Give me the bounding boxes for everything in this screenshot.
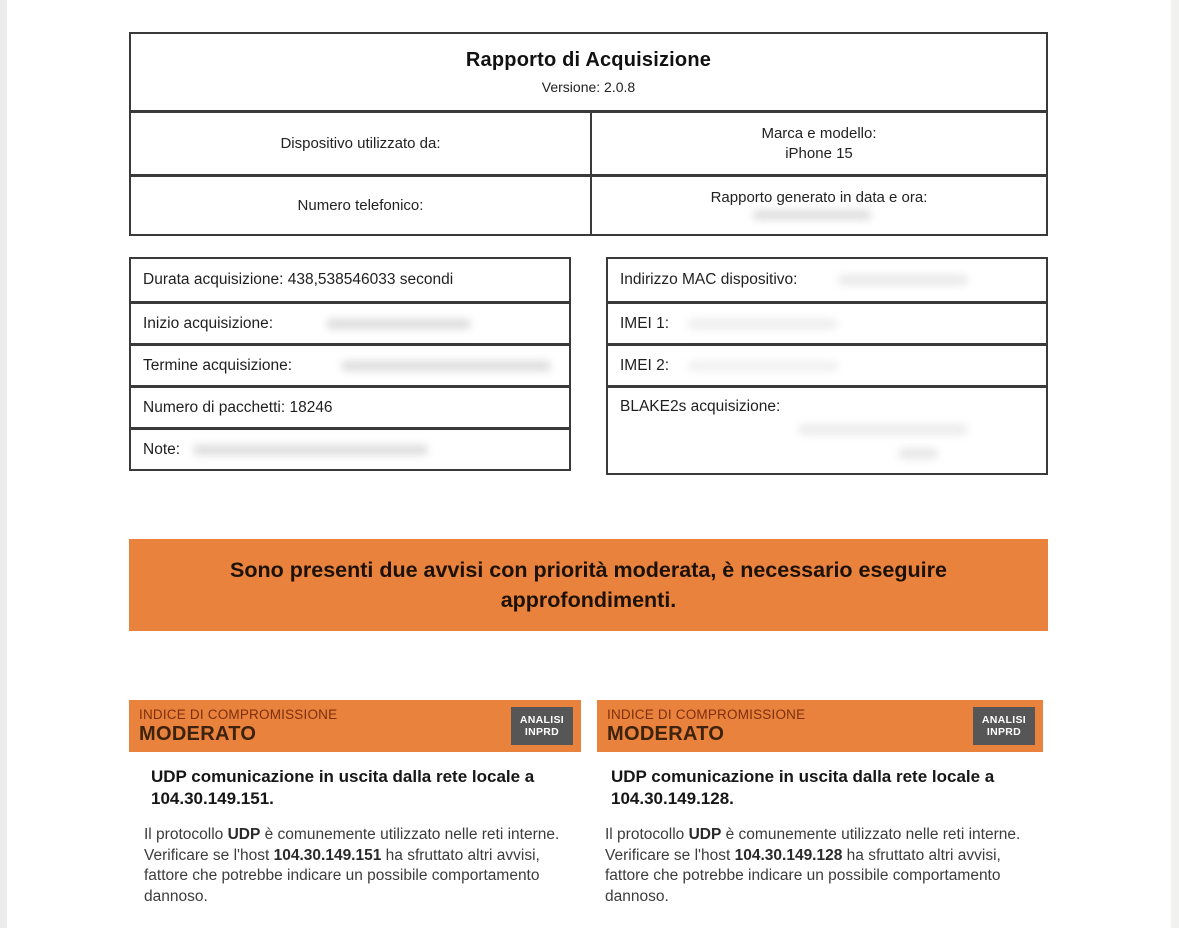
table-row xyxy=(608,343,1046,385)
report-header-table xyxy=(129,32,1048,236)
analysis-badge xyxy=(511,707,573,745)
compromise-index xyxy=(607,707,805,746)
row-text: Inizio acquisizione: xyxy=(143,314,274,332)
header-row-phone xyxy=(131,174,1046,234)
table-row xyxy=(131,343,569,385)
generated-value-slot xyxy=(592,208,1046,224)
alert-description-text: ha sfruttato altri avvisi, fattore che potrebbe indicare un possibile comportamento dannoso. xyxy=(144,846,540,905)
table-row xyxy=(131,301,569,343)
redacted-value-smudge xyxy=(898,448,938,459)
cell-brand-model xyxy=(592,113,1046,174)
analysis-badge-line2: INPRD xyxy=(524,726,560,738)
brand-label: Marca e modello: xyxy=(761,124,877,142)
device-user-label: Dispositivo utilizzato da: xyxy=(280,134,441,152)
page-edge-right xyxy=(1171,0,1179,928)
brand-value: iPhone 15 xyxy=(785,144,853,162)
page-edge-left xyxy=(0,0,7,928)
alert-card-2 xyxy=(597,700,1043,907)
compromise-index-level: MODERATO xyxy=(139,722,257,745)
row-text: Numero di pacchetti: 18246 xyxy=(143,398,333,416)
analysis-badge-line1: ANALISI xyxy=(519,714,564,726)
redacted-value-smudge xyxy=(326,318,471,329)
alert-host-ip: 104.30.149.128 xyxy=(734,846,843,864)
alert-card-1 xyxy=(129,700,581,907)
acquisition-table xyxy=(129,257,571,471)
redacted-value-smudge xyxy=(688,318,838,329)
report-version: Versione: 2.0.8 xyxy=(541,79,636,95)
row-text: Termine acquisizione: xyxy=(143,356,293,374)
alert-description-text: ha sfruttato altri avvisi, fattore che potrebbe indicare un possibile comportamento dannoso. xyxy=(605,846,1001,905)
generated-label: Rapporto generato in data e ora: xyxy=(710,188,928,206)
redacted-value-smudge xyxy=(752,210,872,220)
row-text: Indirizzo MAC dispositivo: xyxy=(620,271,798,288)
table-row xyxy=(608,259,1046,301)
alert-heading: UDP comunicazione in uscita dalla rete locale a 104.30.149.151. xyxy=(151,767,535,808)
cell-phone-number xyxy=(131,177,592,234)
redacted-value-smudge xyxy=(341,360,551,371)
alert-description xyxy=(144,825,579,907)
table-row xyxy=(608,385,1046,473)
cell-generated-at xyxy=(592,177,1046,234)
table-row xyxy=(131,385,569,427)
alert-description-text: Il protocollo xyxy=(144,826,228,843)
compromise-index-label: INDICE DI COMPROMISSIONE xyxy=(607,706,806,722)
table-row xyxy=(131,259,569,301)
redacted-value-smudge xyxy=(688,360,838,371)
redacted-value-smudge xyxy=(193,444,428,455)
alert-protocol: UDP xyxy=(227,826,261,843)
table-row xyxy=(608,301,1046,343)
phone-label: Numero telefonico: xyxy=(297,196,424,214)
alert-description-text: Il protocollo xyxy=(605,826,689,843)
alert-protocol: UDP xyxy=(688,826,722,843)
warning-banner xyxy=(129,539,1048,631)
alert-heading: UDP comunicazione in uscita dalla rete locale a 104.30.149.128. xyxy=(611,767,995,808)
redacted-value-smudge xyxy=(798,424,968,435)
row-text: Durata acquisizione: 438,538546033 secondi xyxy=(143,271,454,288)
alert-header xyxy=(597,700,1043,752)
report-title-cell xyxy=(131,34,1046,110)
alert-description-text: è comunemente utilizzato nelle reti interne. Verificare se l'host xyxy=(605,826,1021,864)
compromise-index xyxy=(139,707,337,746)
alert-description-text: è comunemente utilizzato nelle reti interne. Verificare se l'host xyxy=(144,826,560,864)
device-table xyxy=(606,257,1048,475)
alert-description xyxy=(605,825,1041,907)
analysis-badge-line1: ANALISI xyxy=(981,714,1026,726)
analysis-badge xyxy=(973,707,1035,745)
row-text: IMEI 2: xyxy=(620,356,670,374)
compromise-index-label: INDICE DI COMPROMISSIONE xyxy=(139,706,338,722)
row-text: Note: xyxy=(143,440,181,458)
alert-header xyxy=(129,700,581,752)
compromise-index-level: MODERATO xyxy=(607,722,725,745)
row-text: IMEI 1: xyxy=(620,314,670,332)
report-title: Rapporto di Acquisizione xyxy=(465,49,712,71)
analysis-badge-line2: INPRD xyxy=(986,726,1022,738)
alert-host-ip: 104.30.149.151 xyxy=(273,846,382,864)
row-text: BLAKE2s acquisizione: xyxy=(620,398,781,415)
table-row xyxy=(131,427,569,469)
warning-banner-text: Sono presenti due avvisi con priorità moderata, è necessario eseguire approfondimenti. xyxy=(230,558,947,612)
header-row-device xyxy=(131,110,1046,174)
cell-device-user xyxy=(131,113,592,174)
redacted-value-smudge xyxy=(838,275,968,286)
